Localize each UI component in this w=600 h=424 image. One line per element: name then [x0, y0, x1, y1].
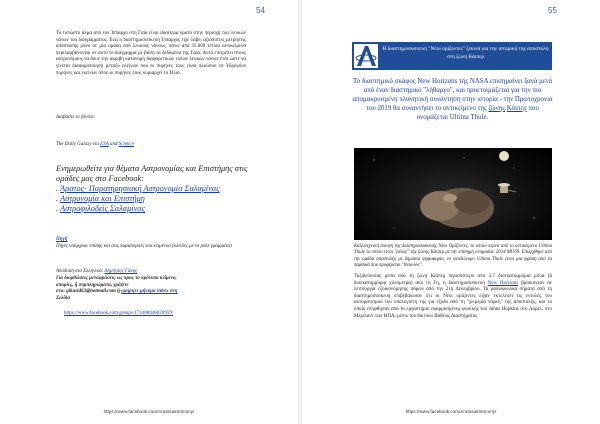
- page-number-left: 54: [256, 6, 265, 15]
- translation-prefix: Απόδοση στα Ελληνικά:: [56, 269, 105, 274]
- article-title: [350, 78, 555, 123]
- article-header-banner: [352, 42, 552, 70]
- facebook-intro: Ενημερωθείτε για θέματα Αστρονομίας και Επιστήμης στις ομάδες μας στο Facebook:: [56, 164, 248, 184]
- article-body: [354, 274, 552, 320]
- contact-block: [56, 276, 256, 302]
- read-more-label: Διαβάστε το βίντεο:: [56, 115, 96, 120]
- title-kuiper-link[interactable]: ζώνης: [488, 104, 505, 112]
- source-and: and: [108, 142, 119, 147]
- facebook-group-url-link[interactable]: https://www.facebook.com/groups/174408446026959/: [64, 311, 174, 316]
- page-number-right: 55: [548, 6, 557, 15]
- title-kuiper-link[interactable]: Κάιπερ: [506, 104, 527, 112]
- facebook-group-link[interactable]: Αστροφιλοδείς Σαλαμίνας: [60, 204, 146, 214]
- title-main-text: Το διαστημικό σκάφος New Horizons της NASA επισημαίνει ξανά μετά από έναν διαστημικό "λήθαργο", και προετοιμάζεται για την πιο απομακρυσμένη πλανητική συνάντηση στην ιστορία - την Πρωτοχρονιά του 2019 θα συναντήσει το αντικείμενο της: [352, 78, 553, 112]
- source-science-link[interactable]: Science: [118, 142, 134, 147]
- contact-line: απορίες, ή συμπληρώματα, γράψτε: [56, 282, 129, 288]
- source-prefix: The Daily Galaxy via: [56, 142, 101, 147]
- footer-url-left[interactable]: https://www.facebook.com/Aratosastronomy/: [103, 409, 195, 414]
- translator-link[interactable]: Δημήτρης Γάκης: [104, 269, 138, 274]
- ultima-thule-artwork-image: [354, 148, 552, 240]
- facebook-group-item: . Αστροφιλοδείς Σαλαμίνας: [56, 204, 146, 214]
- source-esa-link[interactable]: ESA: [100, 142, 109, 147]
- article-header-text: Η διαστημοσυσκευή "Νέοι ορίζοντες" ξεκινά για την ιστορική της αποστολή στη ζώνη Κάιπερ: [382, 46, 549, 60]
- facebook-group-link[interactable]: Αστρονομία και Επιστήμη: [60, 194, 145, 204]
- image-caption: Καλλιτεχνική άποψη της διαστημοσυσκευής Νέοι Ορίζοντες, το οποίο περνά από το αντικείμενο Ultima Thule το οποίο είναι "μέλος" της ζώνης Κάιπερ με την επίσημη ονομασία: 2014 MU69. Επιλέχθηκε από την ομάδα αποστολής με δημόσια ψηφοφορία, το ψευδώνυμο Ultima Thule είναι μια φράση από τα παρθικά που προφέρεται "thoo-lee".: [354, 244, 552, 268]
- contact-line: Για διορθώσεις μεταφράσεις ως προς το πρότυπο κείμενο,: [56, 276, 177, 281]
- translation-credit: [56, 269, 251, 276]
- title-end-text: που ονομάζεται Ultima Thule.: [416, 104, 539, 121]
- aratos-logo-icon: [354, 44, 378, 68]
- source-line: [56, 142, 246, 149]
- new-horizons-link[interactable]: New Horizons: [487, 280, 519, 286]
- right-page: [302, 0, 600, 424]
- facebook-group-item: . Άρατος- Παρατηρησιακή Αστρονομία Σαλαμίνας: [56, 184, 220, 193]
- left-page: [0, 0, 298, 424]
- contact-end: Σελίδα: [56, 295, 71, 301]
- facebook-group-item: . Αστρονομία και Επιστήμη: [56, 194, 145, 204]
- intro-paragraph: Το τυπώστο άλμα από τον Ίππαρχο στη Γαία είναι ιδιαίτερα ορατό στην περιοχή των λευκών νάνων του διαγράμματος. Ενώ η διαστημοσυσκευή Ίππαρχος είχε λάβει αξιόπιστες μετρήσεις απόστασης μόνο σε μια ομάδα από λευκούς νάνους, πάνω από 35.000 τέτοια αντικείμενα περιλαμβάνονται σε αυτό το διάγραμμα με βάση τα δεδομένα της Γαία. Αυτό επιτρέπει στους αστρονόμους να δουν την ακριβή κατανομή διαφορετικών τύπων λευκών νάνων έτσι ώστε να γίνεται διαφοροποίηση μεταξύ εκείνων που οι πυρήνες τους είναι πλούσιοι σε Υδρογόνο πυρήνες και εκείνων όπου οι πυρήνες τους κυριαρχεί το Ήλιο.: [56, 31, 246, 76]
- message-inbox-link[interactable]: ομηρητε μήνυμα inbox στη: [121, 289, 178, 295]
- source-note: Πηγές υπάρχουν επίσης και στις παραπομπές του κειμένου (κλείδες με τα μπλε γράμματα): [56, 244, 232, 249]
- contact-line: στο: gikasid63@hotmail.com ή ομηρητε μήνυμα inbox στη: [56, 289, 178, 295]
- facebook-group-link[interactable]: Άρατος- Παρατηρησιακή Αστρονομία Σαλαμίνας: [60, 184, 220, 193]
- body-text-2: βρίσκονταν σε λειτουργία εξοικονόμησης πόρων από την 21η Δεκεμβρίου. Τα ραδιοφωνικά σήματα από τη διαστημοσυσκευή επιβεβαίωσαν ότι οι Νέοι ορίζοντες είχαν εκτελέσει τις εντολές του αυτοματισμού του υπολογιστή της για έξοδο από τη "χειμερία νάρκη" της αποστολής, και το οποίο ελήφθησαν από το εργαστήριο εφαρμοσμένης φυσικής του Johns Hopkins στο Λόρελ, στο Μέριλαντ των ΗΠΑ, μέσω του δικτύου Βαθέως Διαστήματος: [354, 280, 552, 319]
- source-label-link[interactable]: Πηγή: [56, 237, 68, 242]
- body-text-1: Ταξιδεύοντας μέσα από τη ζώνη Κάιπερ περισσότερο από 3.7 δισεκατομμύρια μίλια (6 δισεκατομμύρια χιλιόμετρα) από τη Γη, η διαστημοσυσκευή: [354, 274, 552, 286]
- facebook-groups-list: [56, 184, 256, 214]
- footer-url-right[interactable]: https://www.facebook.com/Aratosastronomy/: [405, 409, 497, 414]
